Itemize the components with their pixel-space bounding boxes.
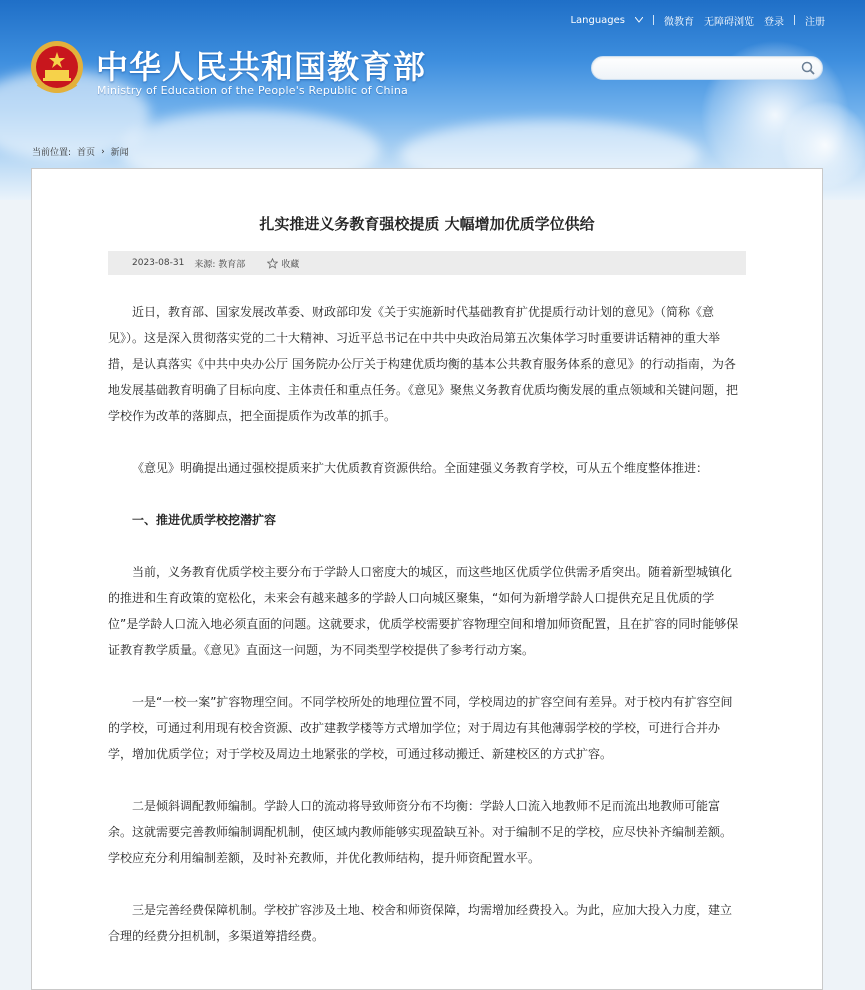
paragraph: 《意见》明确提出通过强校提质来扩大优质教育资源供给。全面建强义务教育学校，可从五个维度整体推进： (132, 461, 709, 475)
paragraph: 近日，教育部、国家发展改革委、财政部印发《关于实施新时代基础教育扩优提质行动计划的意见》（简称《意见》）。这是深入贯彻落实党的二十大精神、习近平总书记在中共中央政治局第五次集体学习时重要讲话精神的重大举措，是认真落实《中共中央办公厅 国务院办公厅关于构建优质均衡的基本公共教育服务体系的意见》的行动指南，为各地发展基础教育明确了目标向度、主体责任和重点任务。《意见》聚焦义务教育优质均衡发展的重点领域和关键问题，把学校作为改革的落脚点，把全面提质作为改革的抓手。 (108, 305, 739, 423)
languages-link[interactable]: Languages (570, 14, 625, 26)
search-box (591, 56, 823, 80)
weibo-link[interactable]: 微教育 (664, 16, 694, 28)
article-title: 扎实推进义务教育强校提质 大幅增加优质学位供给 (259, 215, 595, 233)
divider (653, 15, 654, 25)
site-title[interactable]: 中华人民共和国教育部 (96, 48, 427, 86)
divider (794, 15, 795, 25)
favorite-button[interactable] (267, 257, 299, 270)
paragraph: 当前，义务教育优质学校主要分布于学龄人口密度大的城区，而这些地区优质学位供需矛盾突出。随着新型城镇化的推进和生育政策的宽松化，未来会有越来越多的学龄人口向城区聚集，“如何为新增学龄人口提供充足且优质的学位”是学龄人口流入地必须直面的问题。这就要求，优质学校需要扩容物理空间和增加师资配置，且在扩容的同时能够保证教育教学质量。《意见》直面这一问题，为不同类型学校提供了参考行动方案。 (108, 565, 739, 657)
top-nav (570, 12, 825, 28)
paragraph: 一是“一校一案”扩容物理空间。不同学校所处的地理位置不同，学校周边的扩容空间有差异。对于校内有扩容空间的学校，可通过利用现有校舍资源、改扩建教学楼等方式增加学位；对于周边有其他薄弱学校的学校，可进行合并办学，增加优质学位；对于学校及周边土地紧张的学校，可通过移动搬迁、新建校区的方式扩容。 (108, 695, 733, 761)
login-link[interactable]: 登录 (764, 16, 784, 28)
section-heading: 一、推进优质学校挖潜扩容 (132, 513, 277, 527)
breadcrumb-prefix: 当前位置: (32, 148, 72, 158)
article-date: 2023-08-31 (132, 258, 185, 268)
national-emblem-icon[interactable] (30, 40, 84, 98)
breadcrumb-current[interactable]: 新闻 (110, 148, 129, 158)
favorite-label: 收藏 (281, 259, 300, 270)
breadcrumb (32, 145, 129, 158)
article-meta (108, 251, 746, 275)
paragraph: 三是完善经费保障机制。学校扩容涉及土地、校舍和师资保障，均需增加经费投入。为此，应加大投入力度，建立合理的经费分担机制，多渠道筹措经费。 (108, 903, 733, 943)
breadcrumb-home[interactable]: 首页 (77, 148, 96, 158)
accessible-link[interactable]: 无障碍浏览 (704, 16, 754, 28)
search-icon[interactable] (800, 60, 816, 76)
article-container (31, 168, 823, 990)
article-body (108, 299, 740, 975)
article-source: 来源: 教育部 (194, 259, 246, 270)
chevron-down-icon[interactable] (635, 17, 643, 23)
register-link[interactable]: 注册 (805, 16, 825, 28)
paragraph: 二是倾斜调配教师编制。学龄人口的流动将导致师资分布不均衡：学龄人口流入地教师不足而流出地教师可能富余。这就需要完善教师编制调配机制，使区域内教师能够实现盈缺互补。对于编制不足的学校，应尽快补齐编制差额。学校应充分利用编制差额，及时补充教师，并优化教师结构，提升师资配置水平。 (108, 799, 733, 865)
search-input[interactable] (602, 59, 796, 77)
site-subtitle: Ministry of Education of the People's Republic of China (97, 84, 408, 97)
star-icon (267, 258, 278, 269)
chevron-right-icon: › (101, 146, 105, 157)
